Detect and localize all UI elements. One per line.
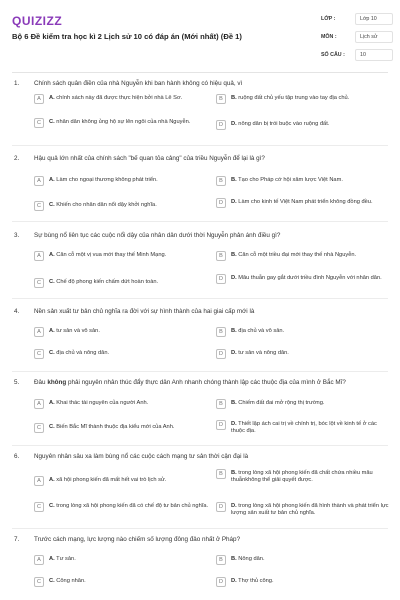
option-content: tư sản và nông dân. — [238, 350, 289, 356]
option-content: địa chủ và nông dân. — [56, 350, 110, 356]
meta-label: SỐ CÂU : — [321, 52, 345, 58]
option-letter: D. — [231, 421, 237, 427]
meta-label: MÔN : — [321, 34, 337, 40]
option-text — [49, 476, 166, 484]
option-letter: C. — [49, 202, 55, 208]
option-box: B — [216, 94, 226, 104]
question-divider — [12, 528, 388, 529]
option-content: ruộng đất chủ yếu tập trung vào tay địa chủ. — [238, 95, 350, 101]
option-content: trong lòng xã hội phong kiến đã chất chứa nhiều mâu thuẫnkhông thể giải quyết được. — [231, 470, 373, 484]
question-number: 5. — [14, 379, 20, 386]
option-text — [231, 251, 356, 259]
option-box: B — [216, 399, 226, 409]
option-letter: A. — [49, 328, 55, 334]
meta-value: Lịch sử — [355, 31, 393, 43]
option-c[interactable] — [34, 349, 210, 359]
option-text — [49, 201, 157, 209]
option-letter: A. — [49, 95, 55, 101]
option-box: C — [34, 423, 44, 433]
option-content: Khai thác tài nguyên của người Anh. — [56, 400, 149, 406]
option-letter: C. — [49, 424, 55, 430]
option-b[interactable] — [216, 555, 392, 565]
question-number: 7. — [14, 536, 20, 543]
option-text — [49, 502, 208, 510]
question-text-start: Đâu — [34, 379, 48, 386]
option-b[interactable] — [216, 94, 392, 104]
option-b[interactable] — [216, 469, 392, 485]
option-text — [231, 327, 284, 335]
option-content: Biến Bắc Mĩ thành thuộc địa kiểu mới của Anh. — [56, 424, 175, 430]
option-c[interactable] — [34, 278, 210, 288]
option-letter: D. — [231, 199, 237, 205]
option-text — [231, 577, 274, 585]
option-content: trong lòng xã hội phong kiến đã có chế độ tư bản chủ nghĩa. — [56, 503, 209, 509]
option-content: Chiếm đất đai mở rộng thị trường. — [238, 400, 325, 406]
question-divider — [12, 445, 388, 446]
option-content: chính sách này đã được thực hiện bởi nhà Lê Sơ. — [56, 95, 183, 101]
option-content: Làm cho kinh tế Việt Nam phát triển không đồng đều. — [238, 199, 373, 205]
option-box: A — [34, 476, 44, 486]
option-box: A — [34, 251, 44, 261]
question-number: 4. — [14, 308, 20, 315]
question-text: Nền sản xuất tư bản chủ nghĩa ra đời với sự hình thành của hai giai cấp mới là — [34, 308, 255, 315]
option-text — [231, 399, 324, 407]
option-letter: C. — [49, 279, 55, 285]
option-box: D — [216, 198, 226, 208]
option-text — [49, 94, 182, 102]
meta-label: LỚP : — [321, 16, 336, 22]
option-box: C — [34, 349, 44, 359]
option-letter: A. — [49, 556, 55, 562]
option-content: địa chủ và vô sản. — [238, 328, 285, 334]
option-box: C — [34, 278, 44, 288]
option-b[interactable] — [216, 399, 392, 409]
option-content: Thiết lập ách cai trị về chính trị, bóc lột về kinh tế ở các thuộc địa. — [231, 421, 377, 435]
option-text — [231, 420, 392, 436]
option-content: Thợ thủ công. — [238, 578, 274, 584]
option-text — [49, 555, 76, 563]
option-d[interactable] — [216, 120, 392, 130]
option-content: Làm cho ngoại thương không phát triển. — [56, 177, 158, 183]
option-letter: C. — [49, 578, 55, 584]
option-box: C — [34, 201, 44, 211]
question-text: Nguyên nhân sâu xa làm bùng nổ các cuộc cách mạng tư sản thời cận đại là — [34, 453, 249, 460]
question-number: 6. — [14, 453, 20, 460]
option-c[interactable] — [34, 502, 210, 512]
option-b[interactable] — [216, 176, 392, 186]
option-box: B — [216, 469, 226, 479]
question-number: 3. — [14, 232, 20, 239]
question-divider — [12, 298, 388, 299]
question-number: 1. — [14, 80, 20, 87]
option-letter: B. — [231, 252, 237, 258]
option-letter: A. — [49, 177, 55, 183]
option-content: Mâu thuẫn gay gắt dưới triều đình Nguyễn với nhân dân. — [238, 275, 382, 281]
option-box: C — [34, 118, 44, 128]
option-content: Tư sản. — [56, 556, 76, 562]
option-content: Công nhân. — [56, 578, 86, 584]
option-text — [49, 278, 158, 286]
option-a[interactable] — [34, 176, 210, 186]
option-box: D — [216, 577, 226, 587]
option-box: A — [34, 399, 44, 409]
option-letter: A. — [49, 400, 55, 406]
option-text — [49, 251, 166, 259]
option-box: A — [34, 94, 44, 104]
option-letter: B. — [231, 400, 237, 406]
option-box: A — [34, 327, 44, 337]
question-text: Chính sách quân điền của nhà Nguyễn khi ban hành không có hiệu quả, vì — [34, 80, 243, 87]
option-content: trong lòng xã hội phong kiến đã hình thành và phát triển lực lượng sản xuất tư bản chủ nghĩa. — [231, 503, 389, 517]
meta-value: 10 — [355, 49, 393, 61]
option-text — [231, 502, 392, 518]
option-text — [231, 94, 349, 102]
option-text — [49, 118, 190, 126]
option-content: Căn cỗ một triều đại mới thay thế nhà Nguyễn. — [238, 252, 357, 258]
option-box: B — [216, 327, 226, 337]
quizizz-logo: QUIZIZZ — [12, 14, 63, 28]
option-content: tư sản và vô sản. — [56, 328, 100, 334]
option-content: xã hội phong kiến đã mất hết vai trò lịch sử. — [56, 477, 167, 483]
question-divider — [12, 145, 388, 146]
option-a[interactable] — [34, 94, 210, 104]
option-content: Tạo cho Pháp cớ hội xâm lược Việt Nam. — [238, 177, 343, 183]
option-c[interactable] — [34, 423, 210, 433]
option-d[interactable] — [216, 274, 392, 284]
option-text — [49, 577, 86, 585]
option-letter: C. — [49, 503, 55, 509]
option-text — [231, 469, 392, 485]
option-text — [49, 423, 174, 431]
option-content: nhân dân không ủng hộ sự lên ngôi của nhà Nguyễn. — [56, 119, 191, 125]
option-text — [231, 198, 373, 206]
option-text — [49, 399, 148, 407]
option-text — [49, 327, 100, 335]
option-a[interactable] — [34, 251, 210, 261]
option-letter: B. — [231, 556, 237, 562]
option-d[interactable] — [216, 502, 392, 518]
option-a[interactable] — [34, 555, 210, 565]
option-content: Chế độ phong kiến chấm dứt hoàn toàn. — [56, 279, 159, 285]
option-letter: A. — [49, 477, 55, 483]
option-box: B — [216, 555, 226, 565]
option-content: nông dân bị trói buộc vào ruộng đất. — [238, 121, 330, 127]
option-box: D — [216, 349, 226, 359]
option-box: A — [34, 176, 44, 186]
option-d[interactable] — [216, 420, 392, 436]
option-box: C — [34, 577, 44, 587]
option-content: Khiến cho nhân dân nổi dậy khởi nghĩa. — [56, 202, 157, 208]
option-letter: C. — [49, 119, 55, 125]
question-text: Trước cách mạng, lực lượng nào chiếm số lượng đông đảo nhất ở Pháp? — [34, 536, 241, 543]
option-box: D — [216, 420, 226, 430]
option-text — [231, 274, 382, 282]
worksheet-title: Bộ 6 Đề kiểm tra học kì 2 Lịch sử 10 có đáp án (Mới nhất) (Đề 1) — [12, 32, 242, 41]
option-a[interactable] — [34, 399, 210, 409]
option-letter: B. — [231, 328, 237, 334]
option-letter: B. — [231, 95, 237, 101]
option-box: A — [34, 555, 44, 565]
option-box: D — [216, 274, 226, 284]
option-d[interactable] — [216, 577, 392, 587]
option-content: Nông dân. — [238, 556, 265, 562]
option-c[interactable] — [34, 201, 210, 211]
option-text — [231, 555, 265, 563]
option-box: B — [216, 251, 226, 261]
option-text — [231, 120, 329, 128]
option-letter: A. — [49, 252, 55, 258]
option-letter: D. — [231, 503, 237, 509]
option-d[interactable] — [216, 198, 392, 208]
option-box: D — [216, 502, 226, 512]
option-a[interactable] — [34, 476, 210, 486]
option-letter: D. — [231, 578, 237, 584]
option-letter: B. — [231, 470, 237, 476]
option-c[interactable] — [34, 118, 210, 128]
option-letter: D. — [231, 350, 237, 356]
option-letter: C. — [49, 350, 55, 356]
meta-value: Lớp 10 — [355, 13, 393, 25]
option-d[interactable] — [216, 349, 392, 359]
question-divider — [12, 371, 388, 372]
option-box: C — [34, 502, 44, 512]
option-text — [49, 176, 158, 184]
question-text: Hậu quả lớn nhất của chính sách "bế quan tỏa cảng" của triều Nguyễn để lại là gì? — [34, 155, 265, 162]
option-b[interactable] — [216, 327, 392, 337]
option-b[interactable] — [216, 251, 392, 261]
option-a[interactable] — [34, 327, 210, 337]
option-letter: B. — [231, 177, 237, 183]
question-text: Sự bùng nổ liên tục các cuộc nổi dậy của nhân dân dưới thời Nguyễn phản ánh điều gì? — [34, 232, 281, 239]
option-text — [231, 349, 289, 357]
option-content: Căn cỗ một vị vua mới thay thế Minh Mạng. — [56, 252, 167, 258]
option-box: D — [216, 120, 226, 130]
option-letter: D. — [231, 121, 237, 127]
option-text — [231, 176, 343, 184]
option-letter: D. — [231, 275, 237, 281]
question-divider — [12, 221, 388, 222]
question-text-emphasis: không — [47, 379, 67, 386]
question-text — [34, 379, 384, 387]
question-number: 2. — [14, 155, 20, 162]
option-c[interactable] — [34, 577, 210, 587]
option-text — [49, 349, 109, 357]
question-text-end: phải nguyên nhân thúc đẩy thực dân Anh nhanh chóng thành lập các thuộc địa của mình ở Bắc Mĩ? — [66, 379, 346, 386]
option-box: B — [216, 176, 226, 186]
